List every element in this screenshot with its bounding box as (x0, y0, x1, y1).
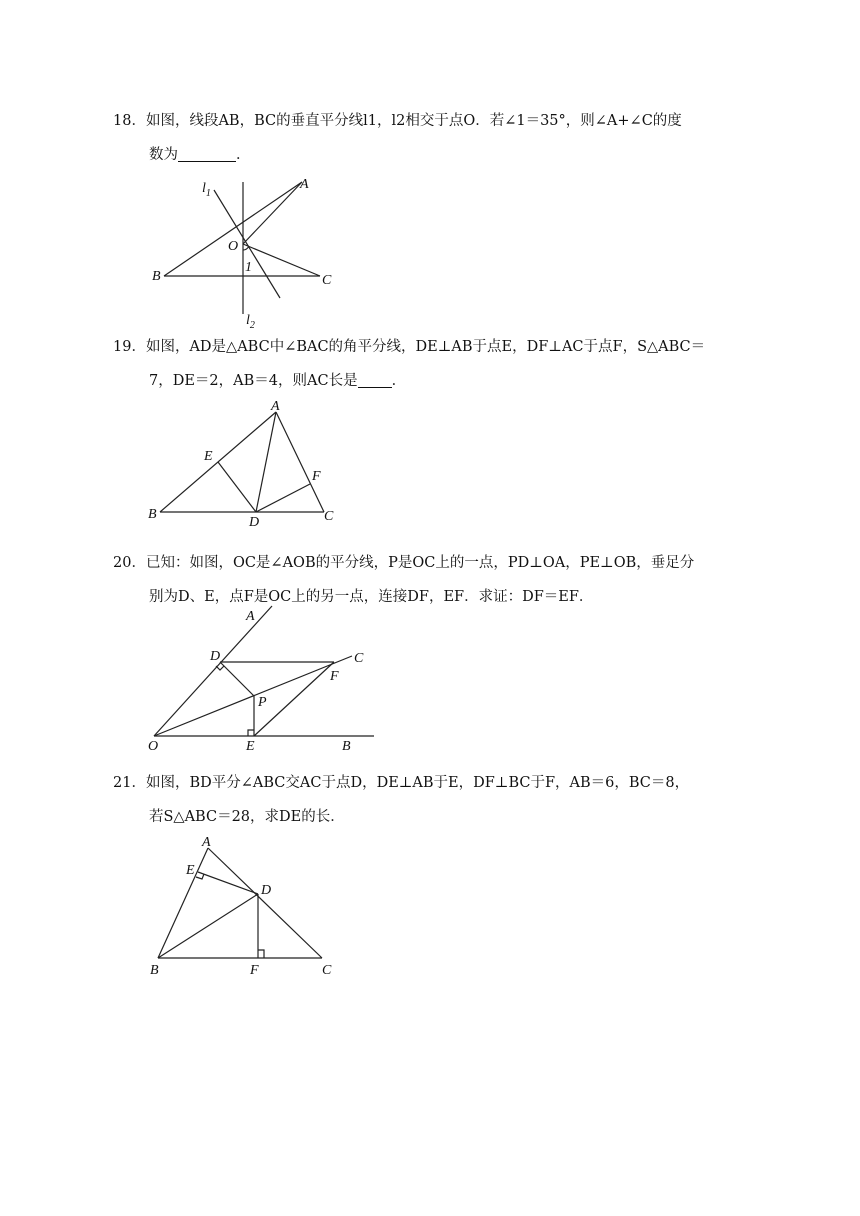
question-text: 已知：如图，OC是∠AOB的平分线，P是OC上的一点，PD⊥OA，PE⊥OB，垂足分 (145, 555, 695, 571)
label-E: E (186, 863, 195, 878)
angle-1-arc (243, 246, 249, 250)
label-A: A (246, 609, 255, 624)
line-l1 (214, 190, 280, 298)
question-20-line1 (113, 546, 753, 580)
figure-20 (140, 604, 390, 754)
label-B: B (148, 507, 157, 522)
segment-OC (243, 244, 320, 276)
question-text: 若S△ABC＝28，求DE的长． (149, 809, 345, 825)
answer-blank[interactable] (178, 145, 236, 162)
label-l1: $l_1$ (202, 181, 211, 199)
question-text: 如图，BD平分∠ABC交AC于点D，DE⊥AB于E，DF⊥BC于F，AB＝6，BC＝8， (145, 775, 690, 791)
label-D: D (210, 649, 221, 664)
segment-BA (164, 182, 302, 276)
label-P: P (258, 695, 267, 710)
question-text: ． (391, 373, 407, 389)
right-angle-D (216, 666, 224, 670)
segment-ED (198, 872, 258, 894)
right-angle-E (248, 730, 254, 736)
label-angle-1: 1 (245, 260, 252, 275)
question-21-line1 (113, 766, 753, 800)
label-F: F (330, 669, 339, 684)
label-C: C (322, 963, 332, 978)
label-F: F (312, 469, 321, 484)
question-19-line1 (113, 330, 753, 364)
right-angle-F (258, 950, 264, 958)
label-l2: $l_2$ (246, 313, 255, 331)
question-text: 别为D、E，点F是OC上的另一点，连接DF，EF．求证：DF＝EF． (149, 589, 594, 605)
segment-DP (220, 662, 254, 696)
question-18-line2 (113, 138, 753, 172)
question-text: 如图，线段AB，BC的垂直平分线l1，l2相交于点O．若∠1＝35°，则∠A+∠C的度 (145, 113, 682, 129)
segment-AC (276, 412, 324, 512)
label-E: E (246, 739, 255, 754)
question-number: 19． (113, 339, 146, 355)
question-number: 18． (113, 113, 146, 129)
ray-OC (154, 656, 352, 736)
label-C: C (354, 651, 364, 666)
right-angle-E (196, 874, 204, 879)
label-C: C (322, 273, 332, 288)
label-A: A (202, 835, 211, 850)
label-E: E (204, 449, 213, 464)
segment-DF (256, 484, 310, 512)
question-19-line2 (113, 364, 753, 398)
question-number: 21． (113, 775, 146, 791)
question-21 (113, 766, 753, 834)
question-18 (113, 104, 753, 172)
question-text: 数为 (149, 147, 178, 163)
label-O: O (148, 739, 159, 754)
label-A: A (271, 399, 280, 414)
segment-OA (243, 182, 302, 244)
question-18-line1 (113, 104, 753, 138)
label-A: A (300, 177, 309, 192)
label-B: B (150, 963, 159, 978)
question-text: ． (236, 147, 251, 163)
label-D: D (249, 515, 260, 530)
label-B: B (342, 739, 351, 754)
question-text: 如图，AD是△ABC中∠BAC的角平分线，DE⊥AB于点E，DF⊥AC于点F，S△ABC＝ (145, 339, 706, 355)
label-D: D (261, 883, 272, 898)
question-19 (113, 330, 753, 398)
label-B: B (152, 269, 161, 284)
label-F: F (250, 963, 259, 978)
figure-18 (140, 170, 340, 330)
question-text: 7，DE＝2，AB＝4，则AC长是 (149, 373, 358, 389)
segment-ED (218, 462, 256, 512)
question-number: 20． (113, 555, 146, 571)
answer-blank[interactable] (358, 371, 392, 388)
figure-19 (140, 398, 350, 528)
segment-AC (208, 848, 322, 958)
label-C: C (324, 509, 334, 524)
figure-21 (140, 830, 350, 980)
question-21-line2 (113, 800, 753, 834)
label-O: O (228, 239, 239, 254)
